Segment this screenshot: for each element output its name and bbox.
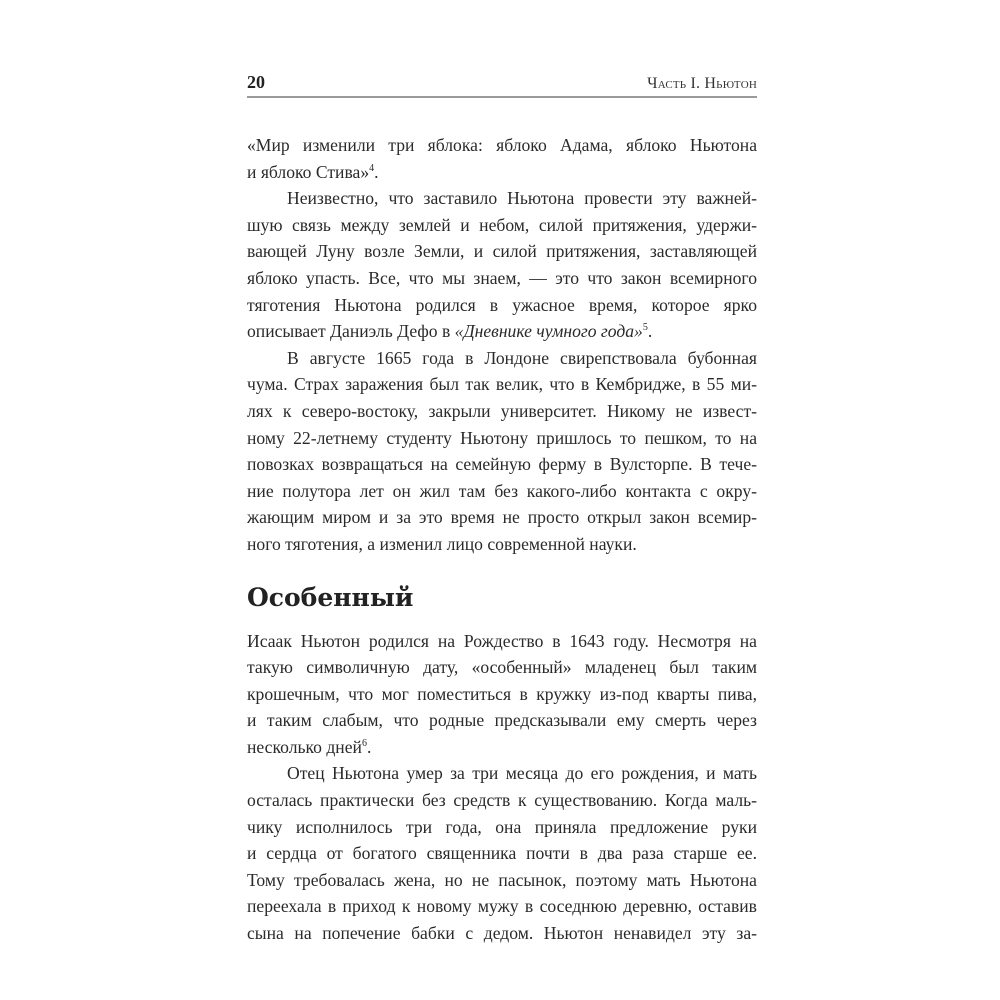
- book-page: [247, 72, 757, 947]
- text-line: ному 22-летнему студенту Ньютону пришлось то пешком, то на: [247, 427, 757, 448]
- text-line: Отец Ньютона умер за три месяца до его рождения, и мать: [287, 763, 757, 784]
- footnote-ref-4[interactable]: 4: [369, 162, 375, 174]
- text-line: ного тяготения, а изменил лицо современной науки.: [247, 533, 637, 554]
- text-line: жающим миром и за это время не просто открыл закон всемир-: [247, 507, 757, 528]
- text-line: Исаак Ньютон родился на Рождество в 1643 году. Несмотря на: [247, 630, 757, 651]
- text-line: такую символичную дату, «особенный» младенец был таким: [247, 657, 757, 678]
- text-line: сына на попечение бабки с дедом. Ньютон ненавидел эту за-: [247, 923, 757, 944]
- text-line: ние полутора лет он жил там без какого-либо контакта с окру-: [247, 480, 757, 501]
- text-line: крошечным, что мог поместиться в кружку из-под кварты пива,: [247, 683, 757, 704]
- paragraph-birth: [247, 628, 757, 761]
- text-line: В августе 1665 года в Лондоне свирепствовала бубонная: [287, 347, 757, 368]
- text-line: чума. Страх заражения был так велик, что в Кембридже, в 55 ми-: [247, 374, 757, 395]
- book-title-italic: «Дневнике чумного года»: [454, 321, 643, 342]
- text-span: .: [366, 736, 372, 757]
- footnote-ref-5[interactable]: 5: [642, 322, 648, 334]
- text-line: [247, 159, 757, 186]
- text-line: чику исполнилось три года, она приняла предложение руки: [247, 816, 757, 837]
- text-span: .: [647, 321, 653, 342]
- text-span: и яблоко Стива»: [247, 161, 370, 182]
- text-line: [247, 734, 757, 761]
- text-line: переехала в приход к новому мужу в соседнюю деревню, оставив: [247, 896, 757, 917]
- paragraph-unknown: [247, 185, 757, 345]
- text-line: и сердца от богатого священника почти в два раза старше ее.: [247, 843, 757, 864]
- text-span: описывает Даниэль Дефо в: [247, 321, 455, 342]
- section-heading: Особенный: [247, 582, 414, 612]
- text-line: повозках возвращаться на семейную ферму в Вулсторпе. В тече-: [247, 454, 757, 475]
- text-line: яблоко упасть. Все, что мы знаем, — это что закон всемирного: [247, 267, 757, 288]
- text-line: Неизвестно, что заставило Ньютона провести эту важней-: [287, 188, 757, 209]
- text-line: шую связь между землей и небом, силой притяжения, удержи-: [247, 214, 757, 235]
- text-line: [247, 318, 757, 345]
- paragraph-father: [247, 760, 757, 946]
- text-span: .: [374, 161, 379, 182]
- running-section-title: Часть I. Ньютон: [647, 75, 757, 92]
- footnote-ref-6[interactable]: 6: [361, 738, 367, 750]
- text-line: осталась практически без средств к существованию. Когда маль-: [247, 790, 757, 811]
- paragraph-quote: [247, 132, 757, 185]
- text-line: и таким слабым, что родные предсказывали ему смерть через: [247, 710, 757, 731]
- paragraph-plague: [247, 345, 757, 558]
- text-line: вающей Луну возле Земли, и силой притяжения, заставляющей: [247, 241, 757, 262]
- page-body: [247, 132, 757, 947]
- text-line: Тому требовалась жена, но не пасынок, поэтому мать Ньютона: [247, 869, 757, 890]
- text-span: несколько дней: [247, 736, 362, 757]
- text-line: тяготения Ньютона родился в ужасное время, которое ярко: [247, 294, 757, 315]
- text-line: лях к северо-востоку, закрыли университет. Никому не извест-: [247, 400, 757, 421]
- page-number: 20: [247, 72, 265, 92]
- text-line: «Мир изменили три яблока: яблоко Адама, яблоко Ньютона: [247, 135, 757, 155]
- running-header: [247, 72, 757, 98]
